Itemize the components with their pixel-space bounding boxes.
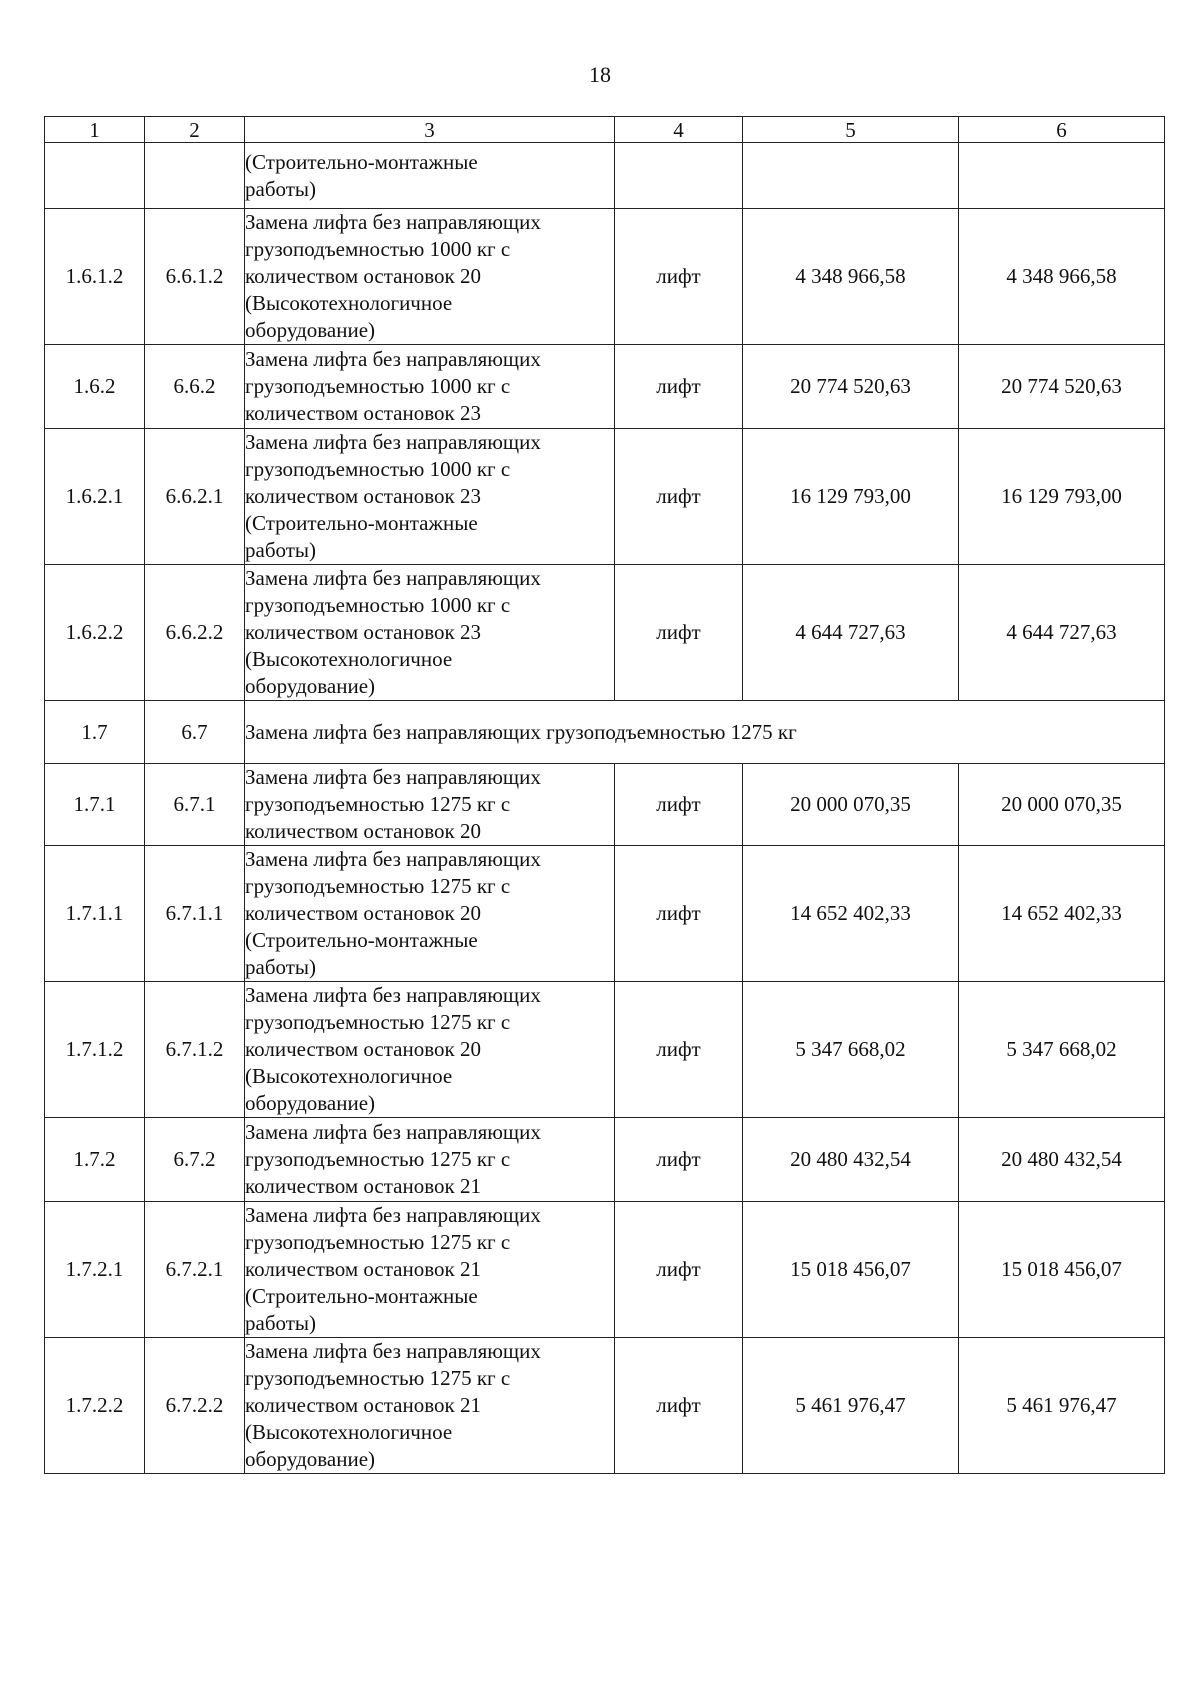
cell-value-5: 4 348 966,58 xyxy=(743,209,959,345)
cell-unit: лифт xyxy=(615,209,743,345)
cell-empty xyxy=(45,143,145,209)
cell-description xyxy=(245,565,615,701)
table-row xyxy=(45,764,1165,846)
cell-description xyxy=(245,982,615,1118)
description-line: (Высокотехнологичное xyxy=(245,291,453,315)
description-line: количеством остановок 20 xyxy=(245,1037,481,1061)
description-line: (Строительно-монтажные xyxy=(245,928,478,952)
description-line: (Строительно-монтажные xyxy=(245,1284,478,1308)
cell-unit: лифт xyxy=(615,1118,743,1202)
description-line: работы) xyxy=(245,1311,317,1335)
description-line: Замена лифта без направляющих xyxy=(245,1120,541,1144)
table-row xyxy=(45,209,1165,345)
description-line: оборудование) xyxy=(245,674,376,698)
description-line: количеством остановок 23 xyxy=(245,401,481,425)
cell-empty xyxy=(959,143,1165,209)
cell-value-5: 5 461 976,47 xyxy=(743,1338,959,1474)
cell-value-6: 20 000 070,35 xyxy=(959,764,1165,846)
description-line: грузоподъемностью 1000 кг с xyxy=(245,457,511,481)
cell-value-6: 4 644 727,63 xyxy=(959,565,1165,701)
cell-code-1: 1.7.1 xyxy=(45,764,145,846)
column-header: 1 xyxy=(45,117,145,143)
cell-empty xyxy=(743,143,959,209)
cell-unit: лифт xyxy=(615,345,743,429)
table-header-row xyxy=(45,117,1165,143)
cell-code-2: 6.6.2.1 xyxy=(145,429,245,565)
cell-unit: лифт xyxy=(615,1202,743,1338)
cell-code-2: 6.6.2 xyxy=(145,345,245,429)
cell-unit: лифт xyxy=(615,846,743,982)
cell-code-2: 6.7.1 xyxy=(145,764,245,846)
cell-code-1: 1.7.1.2 xyxy=(45,982,145,1118)
cell-value-6: 20 480 432,54 xyxy=(959,1118,1165,1202)
description-line: грузоподъемностью 1000 кг с xyxy=(245,374,511,398)
description-line: грузоподъемностью 1275 кг с xyxy=(245,874,511,898)
description-line: Замена лифта без направляющих xyxy=(245,1203,541,1227)
cell-empty xyxy=(145,143,245,209)
cell-value-5: 5 347 668,02 xyxy=(743,982,959,1118)
table-row xyxy=(45,345,1165,429)
cell-unit: лифт xyxy=(615,1338,743,1474)
cell-code-2: 6.7.2.2 xyxy=(145,1338,245,1474)
description-line: Замена лифта без направляющих xyxy=(245,347,541,371)
cell-code-1: 1.6.2.1 xyxy=(45,429,145,565)
description-line: оборудование) xyxy=(245,318,376,342)
page-number: 18 xyxy=(589,62,611,87)
cell-code-1: 1.7 xyxy=(45,701,145,764)
cell-code-1: 1.7.2.1 xyxy=(45,1202,145,1338)
description-line: грузоподъемностью 1275 кг с xyxy=(245,792,511,816)
cell-code-2: 6.7.2.1 xyxy=(145,1202,245,1338)
description-line: оборудование) xyxy=(245,1091,376,1115)
cell-description xyxy=(245,764,615,846)
cell-code-2: 6.6.1.2 xyxy=(145,209,245,345)
cell-code-1: 1.6.2.2 xyxy=(45,565,145,701)
cell-value-5: 20 774 520,63 xyxy=(743,345,959,429)
cell-unit: лифт xyxy=(615,982,743,1118)
cell-value-5: 20 480 432,54 xyxy=(743,1118,959,1202)
description-line: (Высокотехнологичное xyxy=(245,647,453,671)
cell-value-6: 5 347 668,02 xyxy=(959,982,1165,1118)
cell-value-5: 4 644 727,63 xyxy=(743,565,959,701)
description-line: оборудование) xyxy=(245,1447,376,1471)
description-line: Замена лифта без направляющих xyxy=(245,1339,541,1363)
description-line: грузоподъемностью 1275 кг с xyxy=(245,1010,511,1034)
cell-unit: лифт xyxy=(615,764,743,846)
cell-description xyxy=(245,846,615,982)
description-line: грузоподъемностью 1000 кг с xyxy=(245,593,511,617)
description-line: (Строительно-монтажные xyxy=(245,511,478,535)
cell-code-2: 6.7.2 xyxy=(145,1118,245,1202)
description-line: количеством остановок 23 xyxy=(245,484,481,508)
description-line: количеством остановок 23 xyxy=(245,620,481,644)
description-line: грузоподъемностью 1275 кг с xyxy=(245,1366,511,1390)
estimate-table xyxy=(44,116,1165,1474)
description-line: количеством остановок 21 xyxy=(245,1174,481,1198)
cell-value-5: 14 652 402,33 xyxy=(743,846,959,982)
cell-value-6: 15 018 456,07 xyxy=(959,1202,1165,1338)
cell-value-6: 16 129 793,00 xyxy=(959,429,1165,565)
cell-description xyxy=(245,209,615,345)
table-row xyxy=(45,565,1165,701)
table-row xyxy=(45,1118,1165,1202)
cell-value-6: 14 652 402,33 xyxy=(959,846,1165,982)
cell-unit: лифт xyxy=(615,429,743,565)
description-line: количеством остановок 21 xyxy=(245,1257,481,1281)
description-line: (Высокотехнологичное xyxy=(245,1420,453,1444)
description-line: количеством остановок 20 xyxy=(245,901,481,925)
description-line: работы) xyxy=(245,538,317,562)
section-row xyxy=(45,701,1165,764)
table-row xyxy=(45,429,1165,565)
cell-value-6: 5 461 976,47 xyxy=(959,1338,1165,1474)
description-line: Замена лифта без направляющих xyxy=(245,210,541,234)
cell-value-5: 16 129 793,00 xyxy=(743,429,959,565)
column-header: 2 xyxy=(145,117,245,143)
column-header: 4 xyxy=(615,117,743,143)
cell-empty xyxy=(615,143,743,209)
table-row xyxy=(45,846,1165,982)
cell-description xyxy=(245,1202,615,1338)
column-header: 6 xyxy=(959,117,1165,143)
description-line: Замена лифта без направляющих xyxy=(245,566,541,590)
column-header: 5 xyxy=(743,117,959,143)
table-row xyxy=(45,1202,1165,1338)
cell-description xyxy=(245,1338,615,1474)
cell-code-1: 1.6.1.2 xyxy=(45,209,145,345)
column-header: 3 xyxy=(245,117,615,143)
description-line: работы) xyxy=(245,955,317,979)
cell-description xyxy=(245,429,615,565)
description-line: количеством остановок 20 xyxy=(245,819,481,843)
continuation-row xyxy=(45,143,1165,209)
description-line: Замена лифта без направляющих xyxy=(245,765,541,789)
cell-code-2: 6.7 xyxy=(145,701,245,764)
description-line: работы) xyxy=(245,176,317,201)
description-line: Замена лифта без направляющих xyxy=(245,847,541,871)
cell-description xyxy=(245,143,615,209)
table-row xyxy=(45,982,1165,1118)
cell-unit: лифт xyxy=(615,565,743,701)
description-line: количеством остановок 20 xyxy=(245,264,481,288)
description-line: грузоподъемностью 1275 кг с xyxy=(245,1147,511,1171)
description-line: грузоподъемностью 1000 кг с xyxy=(245,237,511,261)
cell-code-2: 6.7.1.2 xyxy=(145,982,245,1118)
description-line: (Строительно-монтажные xyxy=(245,149,478,174)
cell-code-1: 1.7.1.1 xyxy=(45,846,145,982)
description-line: (Высокотехнологичное xyxy=(245,1064,453,1088)
cell-code-2: 6.7.1.1 xyxy=(145,846,245,982)
cell-code-1: 1.7.2 xyxy=(45,1118,145,1202)
cell-description xyxy=(245,345,615,429)
cell-code-1: 1.6.2 xyxy=(45,345,145,429)
cell-value-5: 15 018 456,07 xyxy=(743,1202,959,1338)
section-title: Замена лифта без направляющих грузоподъемностью 1275 кг xyxy=(245,701,1165,764)
cell-value-6: 4 348 966,58 xyxy=(959,209,1165,345)
cell-value-6: 20 774 520,63 xyxy=(959,345,1165,429)
cell-description xyxy=(245,1118,615,1202)
cell-value-5: 20 000 070,35 xyxy=(743,764,959,846)
description-line: Замена лифта без направляющих xyxy=(245,983,541,1007)
description-line: грузоподъемностью 1275 кг с xyxy=(245,1230,511,1254)
description-line: количеством остановок 21 xyxy=(245,1393,481,1417)
description-line: Замена лифта без направляющих xyxy=(245,430,541,454)
table-row xyxy=(45,1338,1165,1474)
cell-code-2: 6.6.2.2 xyxy=(145,565,245,701)
cell-code-1: 1.7.2.2 xyxy=(45,1338,145,1474)
